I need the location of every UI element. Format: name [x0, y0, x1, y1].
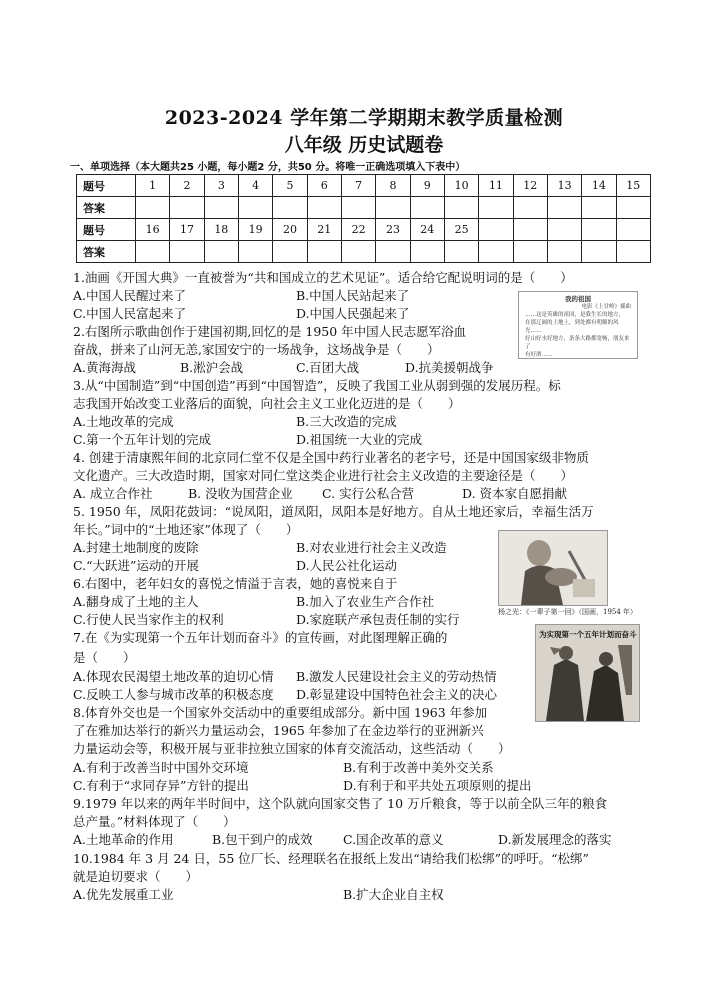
question-text: 10.1984 年 3 月 24 日，55 位厂长、经理联名在报纸上发出“请给我们松绑”的呼吁。“松绑”: [73, 851, 589, 866]
question-text: 7.在《为实现第一个五年计划而奋斗》的宣传画，对此图理解正确的: [73, 630, 448, 645]
question-text: 力量运动会等，积极开展与亚非拉独立国家的体育交流活动，这些活动（ ）: [73, 741, 511, 756]
option-text: D.家庭联产承包责任制的实行: [296, 612, 460, 627]
song-subtitle: 电影《上甘岭》插曲: [581, 304, 631, 310]
table-cell: 5: [273, 175, 307, 197]
table-cell: 22: [341, 219, 375, 241]
table-cell: 9: [410, 175, 444, 197]
option-text: D.彰显建设中国特色社会主义的决心: [296, 687, 498, 702]
option-text: C.中国人民富起来了: [73, 306, 187, 321]
painting-illustration: [499, 531, 607, 605]
table-cell: 8: [376, 175, 410, 197]
answer-cell[interactable]: [479, 197, 513, 219]
answer-cell[interactable]: [376, 241, 410, 263]
option-text: D.新发展理念的落实: [498, 832, 612, 847]
option-text: B.对农业进行社会主义改造: [296, 540, 447, 555]
answer-cell[interactable]: [513, 241, 547, 263]
answer-cell[interactable]: [341, 197, 375, 219]
exam-title: 2023-2024 学年第二学期期末教学质量检测: [164, 107, 564, 129]
table-cell: [513, 219, 547, 241]
poster-headline: 为实现第一个五年计划而奋斗: [539, 630, 637, 639]
option-text: C.反映工人参与城市改革的积极态度: [73, 687, 274, 702]
table-cell: 20: [273, 219, 307, 241]
answer-cell[interactable]: [136, 197, 170, 219]
answer-cell[interactable]: [238, 197, 272, 219]
table-cell: [616, 219, 650, 241]
table-cell: 6: [307, 175, 341, 197]
option-text: A.土地改革的完成: [73, 414, 174, 429]
question-text: 是（ ）: [73, 650, 136, 665]
answer-cell[interactable]: [410, 197, 444, 219]
option-text: C.百团大战: [296, 360, 360, 375]
answer-cell[interactable]: [444, 241, 478, 263]
option-text: B.三大改造的完成: [296, 414, 397, 429]
table-cell: [582, 219, 616, 241]
question-text: 5. 1950 年，凤阳花鼓词：“说凤阳，道凤阳，凤阳本是好地方。自从土地还家后，幸福生活万: [73, 504, 594, 519]
answer-table: [76, 174, 651, 263]
option-text: A.土地革命的作用: [73, 832, 174, 847]
table-cell: 7: [341, 175, 375, 197]
question-text: 6.右图中，老年妇女的喜悦之情溢于言表，她的喜悦来自于: [73, 576, 398, 591]
answer-cell[interactable]: [547, 241, 581, 263]
option-text: D.人民公社化运动: [296, 558, 398, 573]
answer-cell[interactable]: [238, 241, 272, 263]
question-text: 3.从“中国制造”到“中国创造”再到“中国智造”，反映了我国工业从弱到强的发展历程。标: [73, 378, 561, 393]
question-text: 就是迫切要求（ ）: [73, 869, 199, 884]
table-cell: 14: [582, 175, 616, 197]
answer-cell[interactable]: [410, 241, 444, 263]
answer-cell[interactable]: [170, 241, 204, 263]
option-text: B.加入了农业生产合作社: [296, 594, 435, 609]
option-text: A.封建土地制度的废除: [73, 540, 199, 555]
option-text: C.“大跃进”运动的开展: [73, 558, 199, 573]
answer-cell[interactable]: [170, 197, 204, 219]
answer-cell[interactable]: [582, 197, 616, 219]
table-cell: 13: [547, 175, 581, 197]
answer-cell[interactable]: [376, 197, 410, 219]
table-cell: 11: [479, 175, 513, 197]
option-text: C.有利于“求同存异”方针的提出: [73, 778, 249, 793]
option-text: A.中国人民醒过来了: [73, 288, 187, 303]
song-lyrics-image: [518, 291, 638, 359]
answer-cell[interactable]: [204, 241, 238, 263]
table-cell: 19: [238, 219, 272, 241]
option-text: A.翻身成了土地的主人: [73, 594, 199, 609]
question-text: 9.1979 年以来的两年半时间中，这个队就向国家交售了 10 万斤粮食，等于以前全队三年的粮食: [73, 796, 608, 811]
answer-cell[interactable]: [273, 197, 307, 219]
option-text: B.激发人民建设社会主义的劳动热情: [296, 669, 497, 684]
option-text: D.抗美援朝战争: [405, 360, 494, 375]
option-text: D. 资本家自愿捐献: [462, 486, 568, 501]
option-text: D.中国人民强起来了: [296, 306, 410, 321]
table-cell: 24: [410, 219, 444, 241]
table-cell: 17: [170, 219, 204, 241]
option-text: B.有利于改善中美外交关系: [343, 760, 494, 775]
propaganda-poster-image: [535, 624, 640, 722]
painting-old-woman-image: [498, 530, 608, 606]
answer-cell[interactable]: [582, 241, 616, 263]
answer-cell[interactable]: [444, 197, 478, 219]
poster-illustration: [536, 625, 639, 721]
answer-cell[interactable]: [513, 197, 547, 219]
question-text: 年长。”词中的“土地还家”体现了（ ）: [73, 522, 299, 537]
question-text: 2.右图所示歌曲创作于建国初期,回忆的是 1950 年中国人民志愿军浴血: [73, 324, 467, 339]
answer-cell[interactable]: [136, 241, 170, 263]
answer-cell[interactable]: [616, 197, 650, 219]
table-cell: 23: [376, 219, 410, 241]
song-line: ……这是英雄的祖国，是我生长的地方，: [525, 312, 625, 318]
option-text: D.祖国统一大业的完成: [296, 432, 423, 447]
option-text: D.有利于和平共处五项原则的提出: [343, 778, 532, 793]
option-text: A.体现农民渴望土地改革的迫切心情: [73, 669, 274, 684]
table-cell: [547, 219, 581, 241]
question-text: 志我国开始改变工业落后的面貌，向社会主义工业化迈进的是（ ）: [73, 396, 461, 411]
answer-cell[interactable]: [307, 197, 341, 219]
option-text: A. 成立合作社: [73, 486, 153, 501]
option-text: B. 没收为国营企业: [188, 486, 293, 501]
option-text: C. 实行公私合营: [322, 486, 415, 501]
question-text: 了在雅加达举行的新兴力量运动会，1965 年参加了在金边举行的亚洲新兴: [73, 723, 484, 738]
question-text: 8.体育外交也是一个国家外交活动中的重要组成部分。新中国 1963 年参加: [73, 705, 488, 720]
answer-cell[interactable]: [547, 197, 581, 219]
table-cell: 21: [307, 219, 341, 241]
table-row: [77, 219, 651, 241]
table-cell: 15: [616, 175, 650, 197]
painting-caption: 杨之光：《一辈子第一回》（国画，1954 年）: [498, 608, 638, 616]
question-text: 4. 创建于清康熙年间的北京同仁堂不仅是全国中药行业著名的老字号，还是中国国家级非物质: [73, 450, 589, 465]
song-line: 在那辽阔的土地上，到处都有明媚的风光……: [525, 320, 619, 334]
table-row: [77, 241, 651, 263]
table-cell: 4: [238, 175, 272, 197]
option-text: B.淞沪会战: [180, 360, 244, 375]
answer-cell[interactable]: [307, 241, 341, 263]
table-cell: 答案: [77, 241, 136, 263]
answer-cell[interactable]: [616, 241, 650, 263]
option-text: B.包干到户的成效: [212, 832, 313, 847]
option-text: C.行使人民当家作主的权利: [73, 612, 224, 627]
table-cell: 10: [444, 175, 478, 197]
option-text: A.优先发展重工业: [73, 887, 174, 902]
table-cell: 16: [136, 219, 170, 241]
question-text: 总产量。”材料体现了（ ）: [73, 814, 236, 829]
table-cell: 2: [170, 175, 204, 197]
option-text: A.黄海海战: [73, 360, 137, 375]
question-text: 1.油画《开国大典》一直被誉为“共和国成立的艺术见证”。适合给它配说明词的是（ ）: [73, 270, 573, 285]
section-heading: 一、单项选择（本大题共25 小题，每小题2 分，共50 分。将唯一正确选项填入下表中）: [70, 162, 466, 173]
table-row: [77, 197, 651, 219]
table-cell: 3: [204, 175, 238, 197]
answer-cell[interactable]: [341, 241, 375, 263]
table-cell: 1: [136, 175, 170, 197]
table-cell: 12: [513, 175, 547, 197]
table-cell: 答案: [77, 197, 136, 219]
answer-cell[interactable]: [273, 241, 307, 263]
option-text: C.第一个五年计划的完成: [73, 432, 212, 447]
table-cell: 题号: [77, 219, 136, 241]
option-text: B.中国人民站起来了: [296, 288, 410, 303]
question-text: 文化遗产。三大改造时期，国家对同仁堂这类企业进行社会主义改造的主要途径是（ ）: [73, 468, 574, 483]
exam-subtitle: 八年级 历史试题卷: [284, 134, 444, 156]
table-cell: 18: [204, 219, 238, 241]
table-cell: 题号: [77, 175, 136, 197]
table-cell: 25: [444, 219, 478, 241]
table-row: [77, 175, 651, 197]
answer-cell[interactable]: [479, 241, 513, 263]
option-text: B.扩大企业自主权: [343, 887, 444, 902]
song-line: 有好酒……: [525, 352, 553, 358]
question-text: 奋战，拼来了山河无恙,家国安宁的一场战争，这场战争是（ ）: [73, 342, 440, 357]
song-title: 我的祖国: [565, 295, 591, 303]
answer-cell[interactable]: [204, 197, 238, 219]
option-text: C.国企改革的意义: [343, 832, 444, 847]
option-text: A.有利于改善当时中国外交环境: [73, 760, 249, 775]
table-cell: [479, 219, 513, 241]
song-line: 好山好水好地方，条条大路都宽畅，朋友来了: [525, 336, 630, 350]
